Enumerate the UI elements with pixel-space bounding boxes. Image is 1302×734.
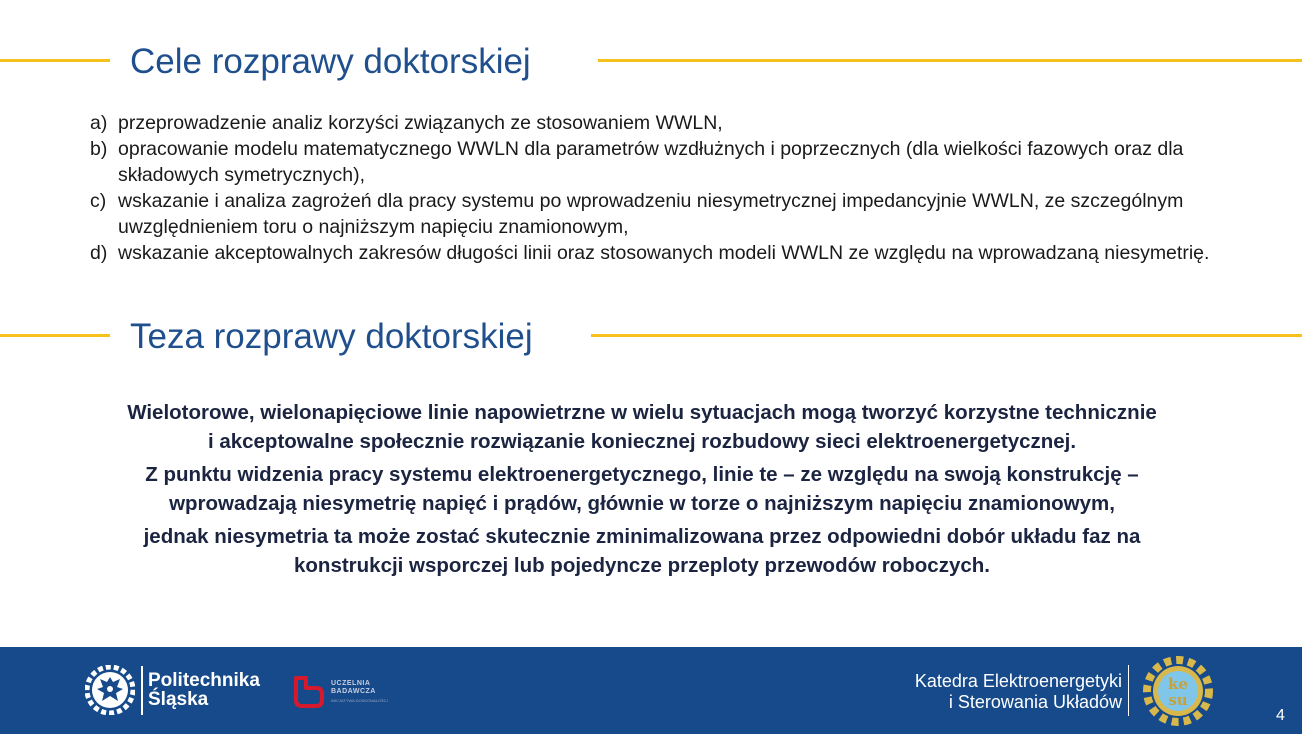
goal-item <box>90 188 1250 240</box>
department-name-line: Katedra Elektroenergetyki <box>914 671 1122 691</box>
goal-item <box>90 136 1250 188</box>
goal-text: opracowanie modelu matematycznego WWLN dla parametrów wzdłużnych i poprzecznych (dla wielkości fazowych oraz dla składowych symetrycznych), <box>118 138 1184 186</box>
goal-text: przeprowadzenie analiz korzyści związanych ze stosowaniem WWLN, <box>118 112 723 134</box>
goal-label: b) <box>90 138 108 160</box>
thesis-statement <box>60 398 1224 584</box>
svg-text:su: su <box>1168 691 1188 709</box>
uczelnia-badawcza-logo-icon <box>292 674 326 710</box>
logo-divider <box>141 666 143 715</box>
goal-item <box>90 240 1250 266</box>
heading-rule-right <box>598 59 1302 62</box>
kesu-gear-logo-icon <box>1143 656 1213 726</box>
thesis-line: Wielotorowe, wielonapięciowe linie napowietrzne w wielu sytuacjach mogą tworzyć korzystne technicznie <box>127 401 1157 424</box>
thesis-paragraph <box>60 522 1224 580</box>
university-name-line: Politechnika <box>148 670 260 691</box>
thesis-paragraph <box>60 460 1224 518</box>
university-name-line: Śląska <box>148 689 209 710</box>
goal-item <box>90 110 1250 136</box>
ub-subtitle: INICJATYWA DOSKONAŁOŚCI <box>331 698 388 703</box>
thesis-line: konstrukcji wsporczej lub pojedyncze przeploty przewodów roboczych. <box>294 554 990 577</box>
goal-text: wskazanie akceptowalnych zakresów długości linii oraz stosowanych modeli WWLN ze względu na wprowadzaną niesymetrię. <box>118 242 1210 264</box>
department-name <box>915 671 1122 713</box>
heading-rule-left <box>0 334 110 337</box>
thesis-paragraph <box>60 398 1224 456</box>
goals-title: Cele rozprawy doktorskiej <box>130 42 531 81</box>
department-name-line: i Sterowania Układów <box>948 692 1122 712</box>
goal-label: a) <box>90 112 108 134</box>
thesis-line: Z punktu widzenia pracy systemu elektroenergetycznego, linie te – ze względu na swoją konstrukcję – <box>145 463 1139 486</box>
thesis-line: wprowadzają niesymetrię napięć i prądów, głównie w torze o najniższym napięciu znamionowym, <box>169 492 1115 515</box>
ub-line: BADAWCZA <box>331 688 376 695</box>
thesis-line: jednak niesymetria ta może zostać skutecznie zminimalizowana przez odpowiedni dobór układu faz na <box>143 525 1141 548</box>
university-name <box>148 671 260 709</box>
ub-line: UCZELNIA <box>331 680 371 687</box>
heading-rule-left <box>0 59 110 62</box>
politechnika-eagle-logo-icon <box>85 665 135 715</box>
goal-text: wskazanie i analiza zagrożeń dla pracy systemu po wprowadzeniu niesymetrycznej impedancyjnie WWLN, ze szczególnym uwzględnieniem toru o najniższym napięciu znamionowym, <box>118 190 1184 238</box>
heading-rule-right <box>591 334 1302 337</box>
goal-label: d) <box>90 242 108 264</box>
uczelnia-badawcza-label <box>331 680 376 696</box>
goal-label: c) <box>90 190 107 212</box>
thesis-title: Teza rozprawy doktorskiej <box>130 317 533 356</box>
goals-list <box>90 110 1250 266</box>
department-divider <box>1128 665 1129 716</box>
page-number: 4 <box>1276 707 1285 724</box>
thesis-line: i akceptowalne społecznie rozwiązanie koniecznej rozbudowy sieci elektroenergetycznej. <box>207 430 1077 453</box>
svg-text:ke: ke <box>1168 675 1188 693</box>
